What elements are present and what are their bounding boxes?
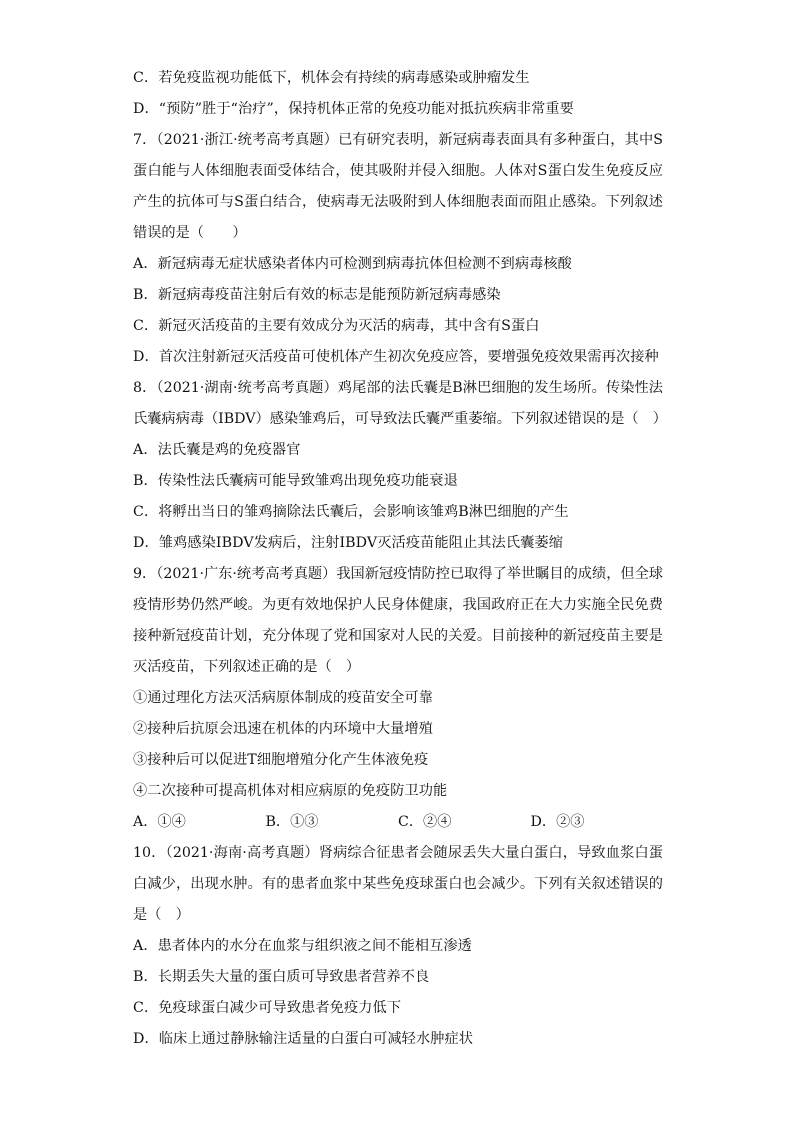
question-10-stem-text: 10．（2021·海南·高考真题）肾病综合征患者会随尿丢失大量白蛋白，导致血浆白蛋白减少，出现水肿。有的患者血浆中某些免疫球蛋白也会减少。下列有关叙述错误的是（ ） [133,845,663,923]
question-10-option-d: D．临床上通过静脉输注适量的白蛋白可减轻水肿症状 [133,1031,474,1047]
question-9-option-c: C．②④ [398,814,452,830]
question-7-option-d: D．首次注射新冠灭活疫苗可使机体产生初次免疫应答，要增强免疫效果需再次接种 [133,349,659,365]
question-9-option-a: A．①④ [133,814,186,830]
question-10-option-a: A．患者体内的水分在血浆与组织液之间不能相互渗透 [133,938,472,954]
question-10-stem [133,838,663,931]
question-9-stem-text: 9．（2021·广东·统考高考真题）我国新冠疫情防控已取得了举世瞩目的成绩，但全球疫情形势仍然严峻。为更有效地保护人民身体健康，我国政府正在大力实施全民免费接种新冠疫苗计划，充分体现了党和国家对人民的关爱。目前接种的新冠疫苗主要是灭活疫苗，下列叙述正确的是（ ） [133,566,663,675]
question-9-statement-3: ③接种后可以促进T细胞增殖分化产生体液免疫 [133,752,429,768]
question-8-option-c: C．将孵出当日的雏鸡摘除法氏囊后，会影响该雏鸡B淋巴细胞的产生 [133,504,569,520]
question-9-statement-4: ④二次接种可提高机体对相应病原的免疫防卫功能 [133,783,448,799]
question-8-option-a: A．法氏囊是鸡的免疫器官 [133,442,301,458]
question-7-stem-text: 7．（2021·浙江·统考高考真题）已有研究表明，新冠病毒表面具有多种蛋白，其中S蛋白能与人体细胞表面受体结合，使其吸附并侵入细胞。人体对S蛋白发生免疫反应产生的抗体可与S蛋白结合，使病毒无法吸附到人体细胞表面而阻止感染。下列叙述错误的是（ ） [133,132,663,241]
question-8-option-b: B．传染性法氏囊病可能导致雏鸡出现免疫功能衰退 [133,473,458,489]
question-8-stem-text: 8．（2021·湖南·统考高考真题）鸡尾部的法氏囊是B淋巴细胞的发生场所。传染性法氏囊病病毒（IBDV）感染雏鸡后，可导致法氏囊严重萎缩。下列叙述错误的是（ ） [133,380,667,427]
prev-option-c: C．若免疫监视功能低下，机体会有持续的病毒感染或肿瘤发生 [133,70,530,86]
question-8-stem [133,373,667,435]
question-9-statement-1: ①通过理化方法灭活病原体制成的疫苗安全可靠 [133,690,434,706]
question-8-option-d: D．雏鸡感染IBDV发病后，注射IBDV灭活疫苗能阻止其法氏囊萎缩 [133,535,563,551]
question-7-option-b: B．新冠病毒疫苗注射后有效的标志是能预防新冠病毒感染 [133,287,501,303]
exam-page [133,63,667,1055]
question-7-option-c: C．新冠灭活疫苗的主要有效成分为灭活的病毒，其中含有S蛋白 [133,318,540,334]
question-9-option-d: D．②③ [530,814,585,830]
prev-option-d: D．“预防”胜于“治疗”，保持机体正常的免疫功能对抵抗疾病非常重要 [133,101,574,117]
question-9-stem [133,559,663,683]
question-7-stem [133,125,663,249]
question-10-option-b: B．长期丢失大量的蛋白质可导致患者营养不良 [133,969,430,985]
question-9-options [133,807,663,838]
question-9-option-b: B．①③ [265,814,319,830]
question-9-statement-2: ②接种后抗原会迅速在机体的内环境中大量增殖 [133,721,434,737]
question-7-option-a: A．新冠病毒无症状感染者体内可检测到病毒抗体但检测不到病毒核酸 [133,256,572,272]
question-10-option-c: C．免疫球蛋白减少可导致患者免疫力低下 [133,1000,402,1016]
